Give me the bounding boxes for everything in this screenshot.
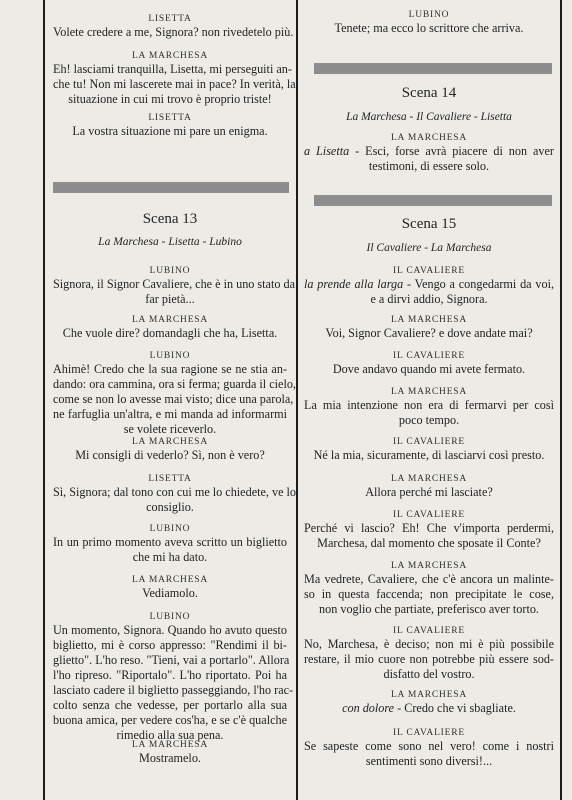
dialogue-line: poco tempo.: [398, 413, 460, 427]
speaker-name: IL CAVALIERE: [393, 437, 465, 447]
dialogue-line: consiglio.: [146, 500, 194, 514]
scene-characters: La Marchesa - Il Cavaliere - Lisetta: [346, 111, 512, 123]
scene-characters: La Marchesa - Lisetta - Lubino: [98, 236, 242, 248]
scene-title: Scena 13: [142, 211, 198, 227]
dialogue-block: [304, 133, 554, 174]
dialogue-block: [53, 351, 296, 437]
dialogue-block: [53, 437, 287, 463]
speaker-name: LA MARCHESA: [390, 387, 468, 397]
dialogue-line: La mia intenzione non era di fermarvi per così: [304, 398, 554, 412]
speaker-name: IL CAVALIERE: [393, 351, 465, 361]
stage-direction: a Lisetta: [304, 144, 350, 158]
dialogue-line: Volete credere a me, Signora? non rivedetelo più.: [53, 25, 294, 39]
dialogue-line: so in questa faccenda; non precipitate le cose,: [304, 587, 554, 601]
dialogue-line: se volete riceverlo.: [123, 422, 217, 436]
speaker-name: LA MARCHESA: [390, 315, 468, 325]
dialogue-block: [304, 10, 554, 36]
dialogue-block: [304, 266, 554, 307]
dialogue-line: Ma vedrete, Cavaliere, che c'è ancora un malinte-: [304, 572, 554, 586]
dialogue-block: [304, 510, 554, 551]
scene-divider-band: [314, 63, 552, 74]
speaker-name: LA MARCHESA: [131, 315, 209, 325]
left-column-rule: [43, 0, 45, 800]
dialogue-line: colto senza che vedesse, per portarlo alla sua: [53, 698, 287, 712]
dialogue-text: - Esci, forse avrà piacere di non aver: [349, 144, 554, 158]
right-column-rule: [560, 0, 562, 800]
dialogue-line: No, Marchesa, è deciso; non mi è più possibile: [304, 637, 554, 651]
dialogue-block: [304, 315, 554, 341]
dialogue-line: rimedio alla sua pena.: [116, 728, 224, 742]
speaker-name: LA MARCHESA: [390, 133, 468, 143]
dialogue-line: lasciato cadere il biglietto passeggiando, l'ho rac-: [53, 683, 294, 697]
dialogue-line: testimoni, di essere solo.: [368, 159, 490, 173]
dialogue-block: [53, 14, 294, 40]
dialogue-line: Voi, Signor Cavaliere? e dove andate mai?: [325, 326, 533, 340]
dialogue-line: far pietà...: [145, 292, 195, 306]
dialogue-block: [304, 561, 554, 617]
dialogue-line: [304, 144, 554, 159]
right-column: [304, 0, 554, 800]
dialogue-line: Un momento, Signora. Quando ho avuto questo: [53, 623, 287, 637]
dialogue-line: Mostramelo.: [139, 751, 201, 765]
dialogue-line: La vostra situazione mi pare un enigma.: [72, 124, 268, 138]
dialogue-line: disfatto del vostro.: [383, 667, 475, 681]
speaker-name: LUBINO: [149, 612, 191, 622]
dialogue-line: l'ho ripreso. "Riportalo". L'ho riportato. Poi ha: [53, 668, 287, 682]
dialogue-line: Eh! lasciami tranquilla, Lisetta, mi perseguiti an-: [53, 62, 292, 76]
dialogue-block: [53, 740, 287, 766]
dialogue-line: non voglio che partiate, preferisco aver torto.: [319, 602, 539, 616]
dialogue-block: [53, 474, 297, 515]
dialogue-block: [304, 626, 554, 682]
scene-divider-band: [314, 195, 552, 206]
left-column: [53, 0, 297, 800]
dialogue-line: che mi ha dato.: [132, 550, 208, 564]
speaker-name: LUBINO: [408, 10, 450, 20]
speaker-name: LA MARCHESA: [390, 690, 468, 700]
speaker-name: IL CAVALIERE: [393, 266, 465, 276]
dialogue-line: Sì, Signora; dal tono con cui me lo chiedete, ve lo: [53, 485, 297, 499]
dialogue-line: Perché vi lascio? Eh! Che v'importa perdermi,: [304, 521, 554, 535]
dialogue-line: come se non lo avesse mai visto; dice una parola,: [53, 392, 294, 406]
dialogue-line: Vediamolo.: [142, 586, 198, 600]
dialogue-block: [304, 728, 554, 769]
dialogue-line: In un primo momento aveva scritto un biglietto: [53, 535, 287, 549]
dialogue-block: [53, 266, 296, 307]
speaker-name: LISETTA: [148, 474, 192, 484]
speaker-name: IL CAVALIERE: [393, 728, 465, 738]
stage-direction: con dolore: [342, 701, 395, 715]
speaker-name: IL CAVALIERE: [393, 510, 465, 520]
dialogue-line: Se sapeste come sono nel vero! come i nostri: [304, 739, 554, 753]
dialogue-line: Marchesa, dal momento che sposate il Conte?: [317, 536, 541, 550]
speaker-name: LA MARCHESA: [131, 740, 209, 750]
dialogue-line: biglietto, mi è corso appresso: "Rendimi il bi-: [53, 638, 287, 652]
scene-characters: Il Cavaliere - La Marchesa: [366, 242, 492, 254]
dialogue-block: [53, 315, 287, 341]
stage-direction: la prende alla larga: [304, 277, 404, 291]
dialogue-block: [53, 113, 287, 139]
speaker-name: LA MARCHESA: [131, 51, 209, 61]
speaker-name: LUBINO: [149, 266, 191, 276]
speaker-name: LUBINO: [149, 351, 191, 361]
scene-title: Scena 14: [401, 85, 457, 101]
center-column-rule: [296, 0, 298, 800]
dialogue-line: dando: ora cammina, ora si ferma; guarda il cielo,: [53, 377, 296, 391]
speaker-name: LA MARCHESA: [131, 437, 209, 447]
dialogue-block: [304, 474, 554, 500]
dialogue-line: Ahimè! Credo che la sua ragione se ne stia an-: [53, 362, 287, 376]
dialogue-line: restare, il mio cuore non potrebbe più essere sod-: [304, 652, 554, 666]
dialogue-line: [304, 701, 554, 716]
speaker-name: LA MARCHESA: [390, 474, 468, 484]
dialogue-line: e a dirvi addio, Signora.: [370, 292, 488, 306]
speaker-name: LISETTA: [148, 14, 192, 24]
dialogue-block: [53, 524, 287, 565]
dialogue-block: [304, 351, 554, 377]
speaker-name: LA MARCHESA: [131, 575, 209, 585]
dialogue-block: [304, 387, 554, 428]
dialogue-line: buona amica, per vedere cos'ha, e se c'è qualche: [53, 713, 287, 727]
dialogue-line: Dove andavo quando mi avete fermato.: [332, 362, 526, 376]
dialogue-line: Mi consigli di vederlo? Sì, non è vero?: [75, 448, 265, 462]
dialogue-line: che tu! Non mi lascerete mai in pace? In verità, la: [53, 77, 296, 91]
dialogue-block: [304, 437, 554, 463]
dialogue-line: [304, 277, 554, 292]
scene-divider-band: [53, 182, 289, 193]
dialogue-line: Che vuole dire? domandagli che ha, Lisetta.: [62, 326, 278, 340]
dialogue-line: ne farfuglia un'altra, e mi manda ad informarmi: [53, 407, 287, 421]
dialogue-line: glietto". L'ho reso. "Tieni, vai a portarlo". Allora: [53, 653, 290, 667]
speaker-name: IL CAVALIERE: [393, 626, 465, 636]
dialogue-line: Tenete; ma ecco lo scrittore che arriva.: [334, 21, 524, 35]
speaker-name: LISETTA: [148, 113, 192, 123]
dialogue-block: [53, 575, 287, 601]
dialogue-line: Signora, il Signor Cavaliere, che è in uno stato da: [53, 277, 296, 291]
dialogue-block: [53, 612, 294, 743]
dialogue-line: situazione in cui mi trovo è proprio triste!: [68, 92, 272, 106]
dialogue-text: - Vengo a congedarmi da voi,: [403, 277, 554, 291]
dialogue-line: Né la mia, sicuramente, di lasciarvi così presto.: [313, 448, 545, 462]
speaker-name: LUBINO: [149, 524, 191, 534]
dialogue-line: sentimenti sono diversi!...: [365, 754, 493, 768]
dialogue-block: [304, 690, 554, 716]
dialogue-line: Allora perché mi lasciate?: [365, 485, 493, 499]
dialogue-block: [53, 51, 296, 107]
dialogue-text: - Credo che vi sbagliate.: [394, 701, 516, 715]
scene-title: Scena 15: [401, 216, 457, 232]
speaker-name: LA MARCHESA: [390, 561, 468, 571]
